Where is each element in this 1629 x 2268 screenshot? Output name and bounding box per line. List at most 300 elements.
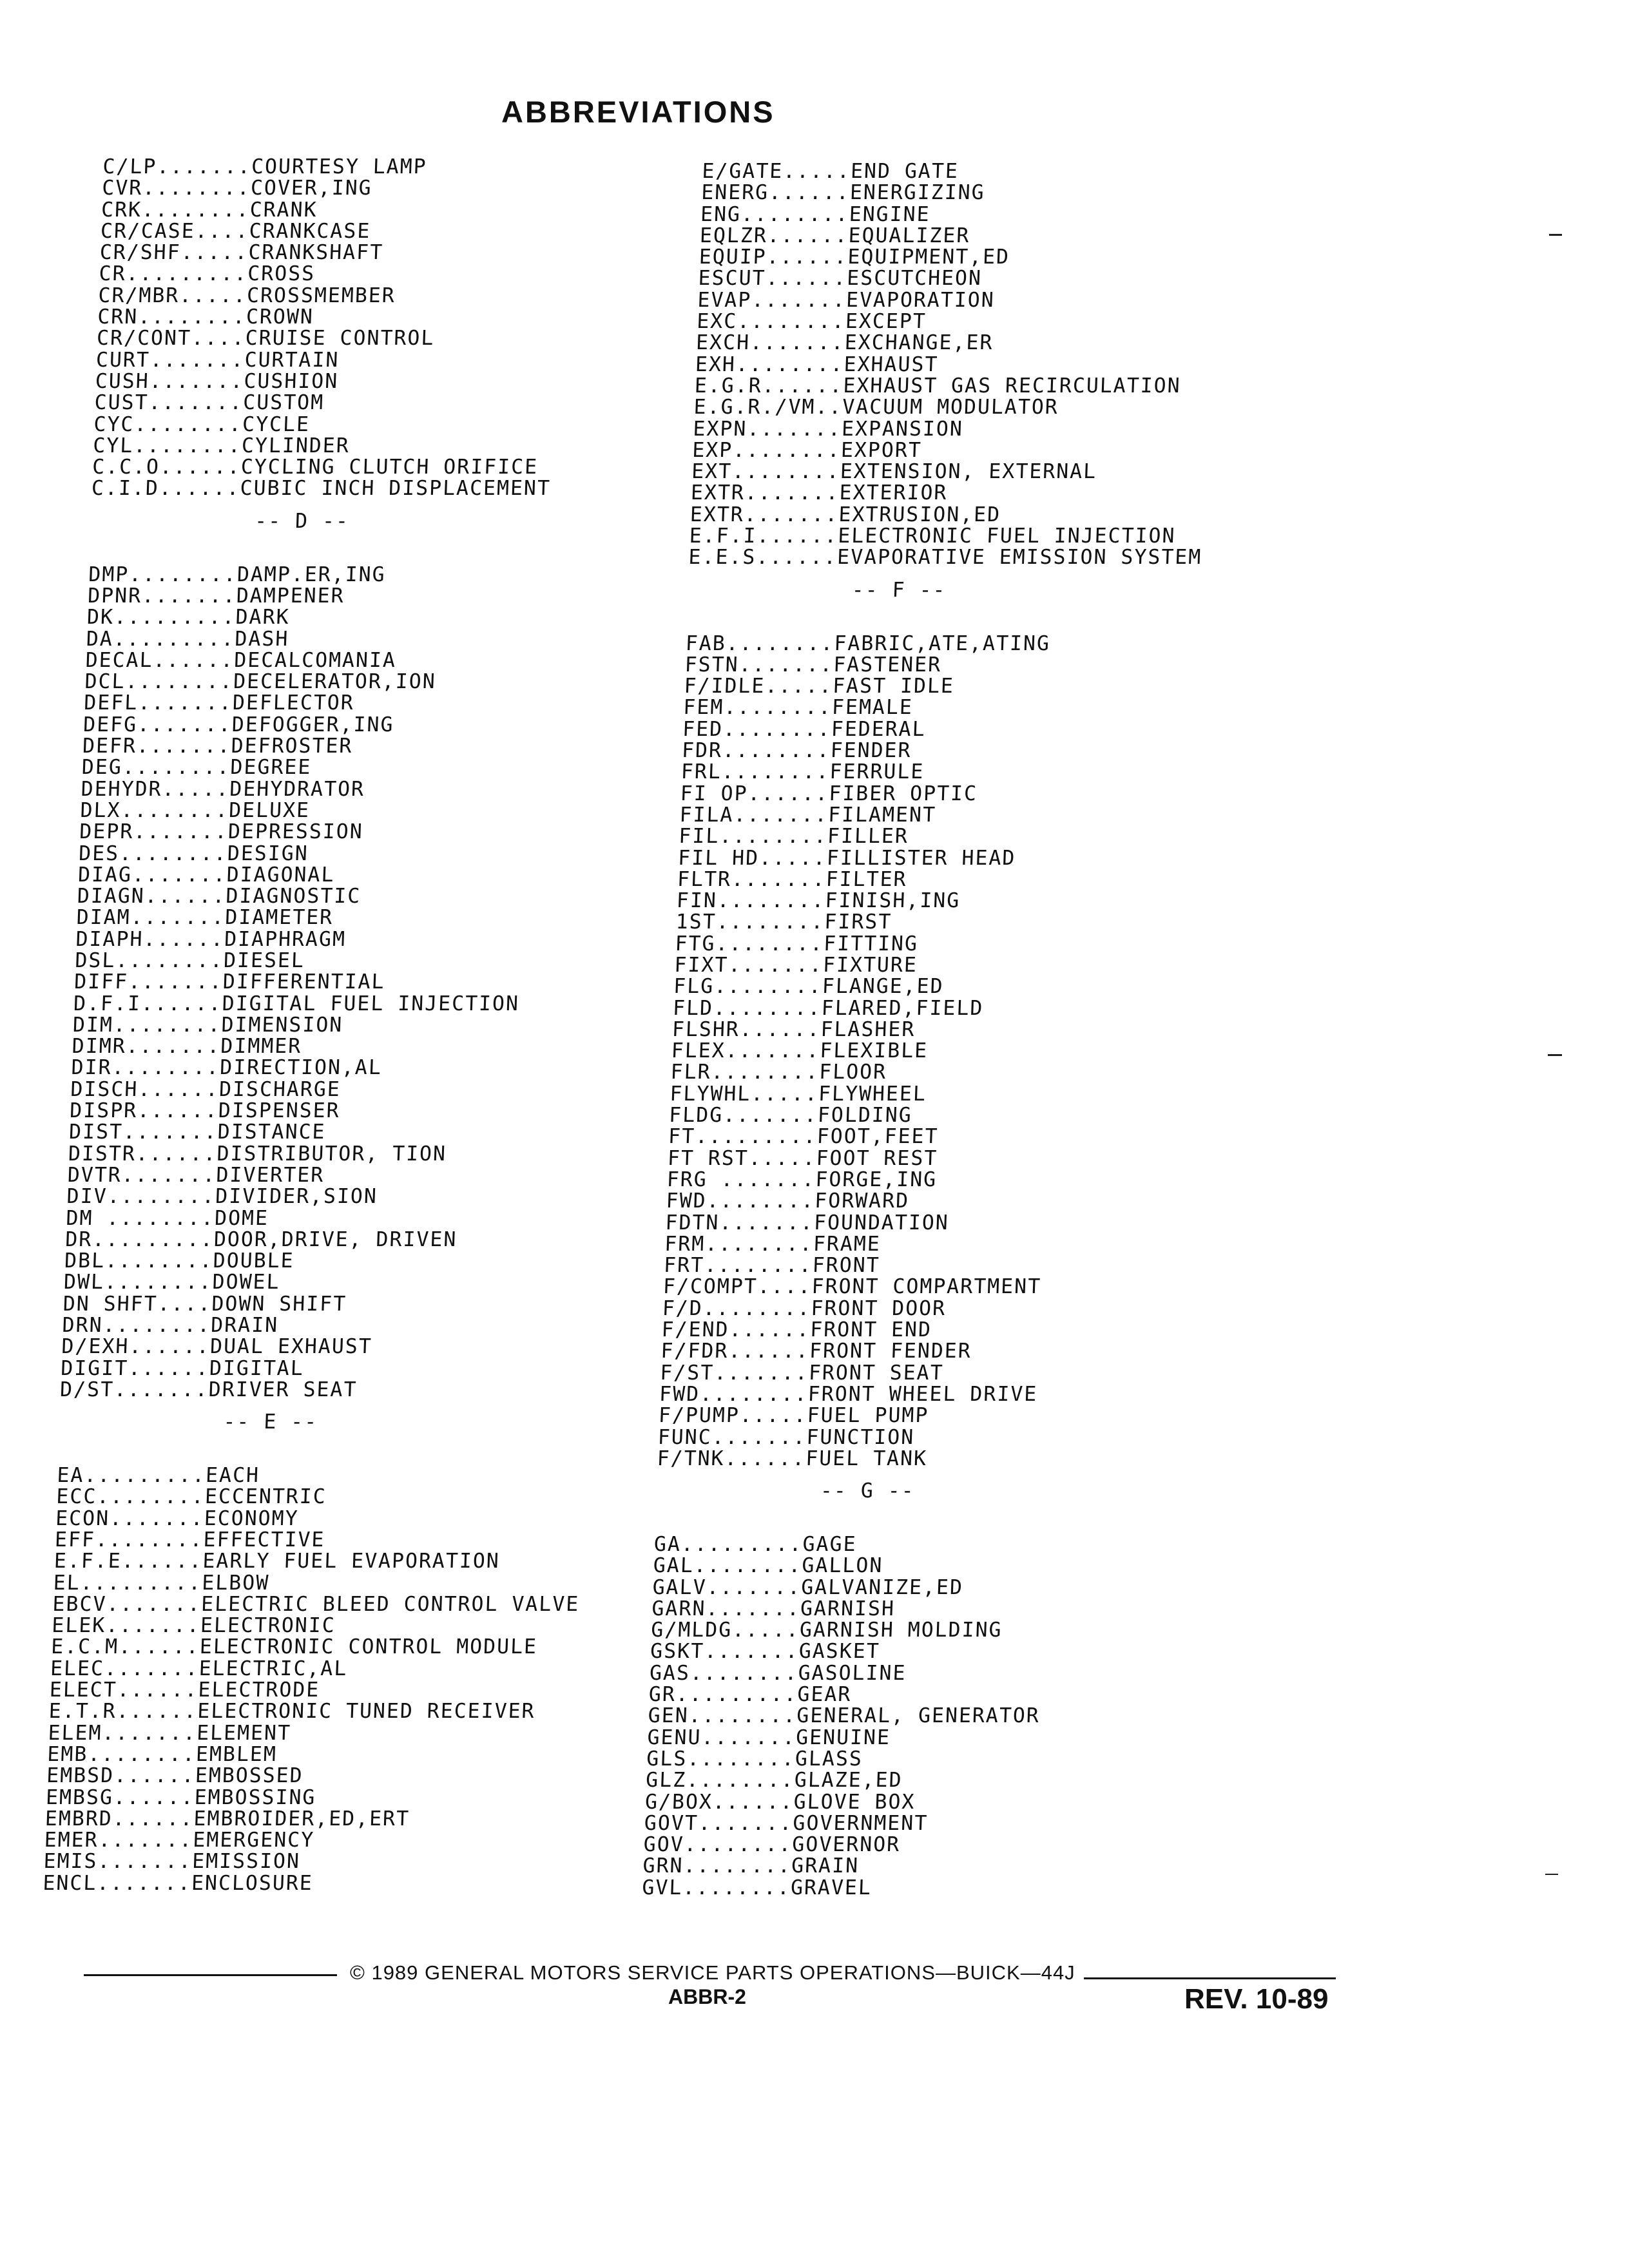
abbreviation-entry: [696, 332, 1210, 354]
abbreviation-meaning: FEDERAL: [831, 717, 927, 741]
abbreviation-entry: [672, 998, 1186, 1019]
abbreviation-entry: [76, 907, 604, 928]
leader-dots: ........: [682, 1854, 792, 1878]
abbreviation-entry: [43, 1873, 570, 1894]
abbreviation-entry: [702, 161, 1216, 182]
abbreviation-code: DIAPH: [75, 927, 144, 951]
abbreviation-entry: [52, 1615, 579, 1637]
abbreviation-meaning: DEFOGGER,ING: [231, 713, 395, 736]
leader-dots: .......: [122, 1120, 218, 1144]
abbreviation-code: FIXT: [673, 953, 729, 977]
abbreviation-code: FWD: [666, 1189, 708, 1213]
abbreviation-entry: [661, 1320, 1175, 1341]
leader-dots: ......: [128, 1335, 211, 1359]
leader-dots: .........: [675, 1683, 798, 1707]
abbreviation-entry: [693, 397, 1208, 418]
leader-dots: .......: [722, 1104, 818, 1128]
abbreviation-code: FIN: [676, 889, 718, 913]
abbreviation-entry: [72, 1015, 600, 1036]
abbreviation-code: DIAM: [76, 906, 131, 930]
abbreviation-entry: [642, 1856, 1157, 1877]
leader-dots: ......: [159, 477, 241, 501]
abbreviation-entry: [81, 779, 608, 800]
abbreviation-code: GA: [653, 1533, 682, 1556]
abbreviation-entry: [84, 693, 612, 714]
leader-dots: ......: [768, 181, 851, 205]
leader-dots: .......: [141, 584, 237, 608]
leader-dots: ......: [137, 1099, 219, 1123]
abbreviation-meaning: ELECTRODE: [197, 1678, 320, 1702]
abbreviation-entry: [50, 1658, 577, 1680]
abbreviation-code: CRN: [97, 305, 139, 329]
leader-dots: ........: [142, 177, 251, 200]
leader-dots: .......: [749, 331, 845, 355]
abbreviation-entry: [642, 1878, 1156, 1899]
section-heading: -- G --: [820, 1479, 916, 1503]
abbreviation-code: F/IDLE: [683, 675, 766, 698]
abbreviation-meaning: FRONT FENDER: [809, 1340, 972, 1363]
abbreviation-code: DIAG: [77, 863, 133, 887]
abbreviation-entry: [56, 1486, 584, 1508]
abbreviation-entry: [651, 1599, 1166, 1620]
leader-dots: ......: [113, 1785, 195, 1809]
abbreviation-code: ESCUT: [697, 267, 767, 291]
abbreviation-code: FLD: [672, 996, 714, 1020]
section-heading: -- F --: [851, 578, 947, 602]
leader-dots: ......: [152, 648, 235, 672]
abbreviation-code: DA: [86, 627, 114, 651]
abbreviation-meaning: ELBOW: [201, 1571, 270, 1595]
abbreviation-code: CYL: [92, 434, 134, 457]
abbreviation-meaning: EMBROIDER,ED,ERT: [193, 1807, 410, 1831]
leader-dots: ........: [106, 1185, 216, 1209]
abbreviation-entry: [646, 1749, 1161, 1770]
leader-dots: ........: [87, 1742, 197, 1766]
leader-dots: ........: [688, 1704, 797, 1728]
leader-dots: .....: [178, 284, 247, 307]
leader-dots: ....: [757, 1275, 813, 1299]
leader-dots: ..: [815, 396, 843, 419]
abbreviation-entry: [644, 1813, 1158, 1834]
leader-dots: .......: [156, 155, 252, 178]
leader-dots: ........: [96, 1485, 206, 1509]
abbreviation-code: DEG: [81, 756, 123, 780]
abbreviation-code: EXP: [691, 438, 733, 462]
leader-dots: .......: [113, 1378, 209, 1401]
abbreviation-entry: [70, 1079, 598, 1100]
abbreviation-entry: [699, 247, 1213, 268]
abbreviation-entry: [79, 822, 607, 843]
abbreviation-meaning: EXHAUST: [843, 352, 939, 376]
abbreviation-code: E.F.E: [53, 1550, 122, 1573]
leader-dots: .....: [161, 777, 230, 801]
abbreviation-code: E.C.M: [50, 1635, 119, 1659]
abbreviation-entry: [65, 1229, 593, 1251]
footer-rule-right: [1084, 1977, 1336, 1979]
abbreviation-code: FRL: [680, 760, 722, 784]
abbreviation-entry: [669, 1105, 1183, 1126]
leader-dots: ......: [747, 782, 829, 805]
abbreviation-code: DIM: [72, 1013, 114, 1037]
leader-dots: ......: [765, 267, 847, 291]
leader-dots: .....: [782, 160, 851, 183]
abbreviation-meaning: FLEXIBLE: [819, 1039, 929, 1063]
abbreviation-code: GEN: [648, 1704, 689, 1728]
abbreviation-code: ELEC: [50, 1657, 105, 1680]
abbreviation-entry: [101, 200, 629, 221]
abbreviation-entry: [46, 1765, 574, 1787]
abbreviation-code: DIR: [70, 1056, 113, 1080]
abbreviation-meaning: FRONT SEAT: [808, 1361, 945, 1385]
abbreviation-list-right: [642, 161, 1216, 1899]
abbreviation-code: GAL: [653, 1554, 695, 1578]
abbreviation-entry: [668, 1126, 1182, 1148]
abbreviation-meaning: DASH: [234, 627, 289, 651]
abbreviation-entry: [701, 182, 1215, 204]
abbreviation-meaning: DISPENSER: [218, 1099, 341, 1123]
abbreviation-meaning: CUSHION: [243, 369, 339, 393]
abbreviation-meaning: DIGITAL: [209, 1356, 305, 1380]
leader-dots: ........: [95, 1528, 204, 1552]
abbreviation-entry: [659, 1384, 1173, 1405]
abbreviation-entry: [673, 976, 1188, 997]
abbreviation-code: EXH: [695, 352, 737, 376]
abbreviation-entry: [644, 1792, 1159, 1813]
abbreviation-meaning: ESCUTCHEON: [846, 267, 983, 291]
abbreviation-code: CRK: [101, 198, 142, 222]
abbreviation-code: E.E.S: [688, 546, 757, 570]
abbreviation-code: FUNC: [657, 1425, 713, 1449]
leader-dots: ......: [112, 1807, 195, 1831]
abbreviation-meaning: FINISH,ING: [824, 889, 961, 913]
leader-dots: ....: [195, 219, 250, 243]
abbreviation-code: FLR: [670, 1061, 712, 1084]
abbreviation-meaning: GARNISH: [800, 1597, 896, 1620]
abbreviation-code: EXTR: [689, 503, 745, 526]
abbreviation-code: EMB: [46, 1742, 88, 1766]
abbreviation-entry: [646, 1770, 1160, 1791]
leader-dots: .......: [707, 1168, 816, 1191]
leader-dots: ......: [135, 1142, 218, 1166]
leader-dots: .......: [149, 348, 246, 372]
abbreviation-meaning: DOME: [214, 1206, 269, 1230]
abbreviation-meaning: EQUALIZER: [847, 224, 970, 247]
abbreviation-meaning: DEFLECTOR: [232, 691, 355, 715]
abbreviation-meaning: CRANK: [249, 198, 318, 222]
abbreviation-code: GLZ: [645, 1769, 687, 1792]
abbreviation-code: EL: [53, 1571, 81, 1595]
abbreviation-entry: [98, 285, 626, 307]
abbreviation-entry: [82, 736, 610, 757]
abbreviation-entry: [665, 1213, 1179, 1234]
leader-dots: .....: [764, 675, 833, 698]
abbreviation-entry: [67, 1165, 595, 1186]
leader-dots: .......: [133, 820, 229, 844]
abbreviation-code: DES: [78, 841, 120, 865]
leader-dots: .......: [101, 1721, 197, 1745]
abbreviation-code: GALV: [652, 1575, 708, 1599]
page-title: ABBREVIATIONS: [501, 95, 775, 129]
abbreviation-meaning: DIAPHRAGM: [224, 927, 347, 951]
abbreviation-meaning: GASKET: [798, 1640, 881, 1664]
abbreviation-meaning: FRONT COMPARTMENT: [811, 1275, 1042, 1299]
leader-dots: ......: [767, 224, 849, 247]
abbreviation-entry: [44, 1830, 572, 1851]
leader-dots: .......: [718, 1211, 815, 1235]
abbreviation-meaning: EXPANSION: [841, 417, 964, 441]
leader-dots: ........: [137, 305, 247, 329]
abbreviation-meaning: FASTENER: [833, 653, 942, 677]
abbreviation-entry: [86, 607, 614, 628]
abbreviation-meaning: GASOLINE: [798, 1661, 907, 1685]
leader-dots: .......: [96, 1871, 192, 1895]
abbreviation-entry: [657, 1448, 1171, 1470]
abbreviation-meaning: ELEMENT: [196, 1721, 292, 1745]
abbreviation-code: DEHYDR: [81, 777, 163, 801]
abbreviation-meaning: DOWN SHIFT: [211, 1292, 347, 1316]
abbreviation-meaning: FILAMENT: [827, 803, 937, 827]
abbreviation-code: F/D: [662, 1296, 704, 1320]
leader-dots: ........: [713, 975, 823, 999]
abbreviation-meaning: DARK: [235, 606, 291, 629]
abbreviation-code: EXT: [691, 460, 733, 484]
abbreviation-meaning: EACH: [205, 1464, 260, 1488]
leader-dots: ........: [721, 760, 831, 784]
abbreviation-code: 1ST: [675, 910, 717, 934]
abbreviation-meaning: DIESEL: [223, 948, 305, 972]
abbreviation-meaning: EXHAUST GAS RECIRCULATION: [842, 374, 1182, 398]
abbreviation-entry: [651, 1620, 1165, 1641]
leader-dots: ........: [682, 1876, 791, 1899]
abbreviation-code: DIMR: [72, 1035, 127, 1059]
abbreviation-entry: [48, 1701, 576, 1722]
abbreviation-code: ELEK: [51, 1614, 106, 1638]
page-code: ABBR-2: [668, 1985, 746, 2008]
leader-dots: ......: [117, 1678, 199, 1702]
leader-dots: ........: [722, 717, 832, 741]
abbreviation-meaning: FLYWHEEL: [818, 1082, 927, 1106]
abbreviation-entry: [682, 719, 1197, 740]
abbreviation-meaning: ENCLOSURE: [191, 1871, 314, 1895]
abbreviation-code: DIGIT: [60, 1356, 129, 1380]
leader-dots: ......: [118, 1635, 200, 1659]
leader-dots: .......: [121, 1163, 217, 1187]
leader-dots: .....: [750, 1082, 819, 1106]
abbreviation-meaning: DECALCOMANIA: [233, 648, 397, 672]
abbreviation-entry: [692, 440, 1206, 461]
abbreviation-code: EXC: [696, 310, 738, 334]
abbreviation-meaning: VACUUM MODULATOR: [842, 396, 1059, 419]
leader-dots: .......: [105, 1614, 201, 1638]
abbreviation-entry: [697, 311, 1211, 332]
abbreviation-code: EFF: [54, 1528, 96, 1552]
abbreviation-meaning: CURTAIN: [244, 348, 340, 372]
footer-copyright: © 1989 GENERAL MOTORS SERVICE PARTS OPERATIONS—BUICK—44J: [350, 1961, 1075, 1984]
abbreviation-entry: [79, 843, 606, 865]
abbreviation-code: EXCH: [695, 331, 751, 355]
abbreviation-code: FIL: [678, 825, 720, 849]
abbreviation-meaning: DEFROSTER: [231, 735, 353, 758]
leader-dots: ........: [141, 198, 251, 222]
leader-dots: .......: [711, 1425, 807, 1449]
leader-dots: ......: [739, 1017, 822, 1041]
abbreviation-code: DCL: [84, 670, 126, 694]
abbreviation-entry: [47, 1744, 575, 1765]
abbreviation-entry: [671, 1019, 1186, 1041]
abbreviation-entry: [657, 1427, 1171, 1448]
abbreviation-code: FLG: [673, 975, 715, 999]
abbreviation-meaning: DRIVER SEAT: [208, 1378, 358, 1401]
leader-dots: .......: [104, 1657, 200, 1680]
abbreviation-meaning: CYCLING CLUTCH ORIFICE: [240, 456, 539, 479]
leader-dots: .......: [700, 1725, 796, 1749]
abbreviation-entry: [684, 655, 1199, 676]
leader-dots: .......: [713, 1361, 809, 1385]
abbreviation-meaning: EVAPORATION: [845, 288, 996, 312]
abbreviation-meaning: FIRST: [824, 910, 892, 934]
abbreviation-meaning: FOLDING: [817, 1104, 913, 1128]
abbreviation-meaning: GLOVE BOX: [793, 1790, 916, 1814]
abbreviation-code: F/END: [661, 1318, 730, 1342]
leader-dots: ........: [702, 1296, 812, 1320]
abbreviation-entry: [85, 650, 613, 671]
abbreviation-code: DISTR: [68, 1142, 137, 1166]
abbreviation-entry: [64, 1251, 592, 1272]
leader-dots: ........: [92, 1206, 215, 1230]
abbreviation-code: D/ST: [59, 1378, 115, 1401]
abbreviation-meaning: DEPRESSION: [227, 820, 364, 844]
abbreviation-meaning: FRONT END: [809, 1318, 932, 1342]
leader-dots: ........: [726, 631, 835, 655]
leader-dots: .......: [149, 369, 245, 393]
leader-dots: .......: [746, 417, 842, 441]
abbreviation-meaning: GOVERNOR: [791, 1833, 901, 1857]
abbreviation-code: C.I.D: [91, 477, 160, 501]
abbreviation-code: E.T.R: [48, 1700, 117, 1724]
abbreviation-entry: [666, 1169, 1181, 1191]
abbreviation-meaning: DIAGNOSTIC: [225, 885, 361, 908]
abbreviation-meaning: ELECTRIC BLEED CONTROL VALVE: [200, 1592, 580, 1616]
leader-dots: ........: [693, 1554, 803, 1578]
abbreviation-code: DWL: [63, 1271, 105, 1294]
abbreviation-code: EXPN: [692, 417, 747, 441]
abbreviation-code: F/COMPT: [662, 1275, 758, 1299]
abbreviation-meaning: ELECTRONIC TUNED RECEIVER: [197, 1700, 536, 1724]
abbreviation-entry: [97, 328, 624, 349]
abbreviation-entry: [699, 226, 1213, 247]
abbreviation-code: DRN: [62, 1314, 104, 1338]
abbreviation-entry: [88, 564, 616, 586]
abbreviation-code: GENU: [646, 1725, 702, 1749]
abbreviation-code: F/ST: [659, 1361, 715, 1385]
abbreviation-entry: [61, 1336, 589, 1358]
footer-rule-left: [84, 1974, 337, 1976]
leader-dots: ........: [686, 1769, 795, 1792]
leader-dots: ........: [689, 1661, 799, 1685]
abbreviation-entry: [689, 505, 1204, 526]
leader-dots: ......: [113, 1764, 196, 1788]
leader-dots: ......: [137, 1077, 220, 1101]
leader-dots: .....: [731, 1619, 800, 1642]
abbreviation-meaning: CRANKCASE: [248, 219, 371, 243]
abbreviation-code: GAS: [649, 1661, 691, 1685]
leader-dots: ......: [766, 245, 849, 269]
leader-dots: ......: [159, 456, 242, 479]
abbreviation-meaning: EXTERIOR: [838, 481, 948, 505]
leader-dots: .....: [758, 846, 827, 870]
abbreviation-meaning: GRAVEL: [790, 1876, 872, 1899]
abbreviation-meaning: FOOT REST: [815, 1146, 938, 1170]
leader-dots: .........: [113, 606, 236, 629]
leader-dots: .......: [705, 1597, 801, 1620]
leader-dots: ........: [684, 1833, 793, 1857]
abbreviation-entry: [62, 1315, 590, 1336]
abbreviation-entry: [48, 1723, 575, 1744]
abbreviation-meaning: CYLINDER: [241, 434, 351, 457]
abbreviation-code: FLSHR: [671, 1017, 740, 1041]
abbreviation-code: DIAGN: [77, 885, 146, 908]
abbreviation-meaning: CRANKSHAFT: [247, 241, 384, 265]
abbreviation-code: DISCH: [70, 1077, 139, 1101]
revision-label: REV. 10-89: [1184, 1983, 1329, 2015]
abbreviation-entry: [670, 1084, 1184, 1105]
abbreviation-entry: [74, 972, 602, 993]
abbreviation-code: DR: [64, 1227, 93, 1251]
abbreviation-code: DMP: [88, 562, 130, 586]
abbreviation-meaning: FORGE,ING: [815, 1168, 938, 1191]
abbreviation-meaning: FRONT: [812, 1254, 881, 1278]
abbreviation-entry: [679, 805, 1193, 826]
leader-dots: .......: [706, 1575, 802, 1599]
abbreviation-code: FSTN: [684, 653, 740, 677]
abbreviation-meaning: FUEL TANK: [805, 1446, 928, 1470]
abbreviation-meaning: GALVANIZE,ED: [800, 1575, 964, 1599]
abbreviation-code: GOV: [643, 1833, 685, 1857]
abbreviation-entry: [670, 1062, 1184, 1083]
abbreviation-code: GRN: [642, 1854, 684, 1878]
leader-dots: ........: [717, 889, 826, 913]
abbreviation-entry: [99, 242, 627, 264]
abbreviation-entry: [83, 715, 611, 736]
abbreviation-meaning: ELECTRIC,AL: [198, 1657, 348, 1680]
abbreviation-meaning: FLOOR: [818, 1061, 887, 1084]
abbreviation-code: EQUIP: [699, 245, 767, 269]
abbreviation-entry: [44, 1809, 572, 1830]
leader-dots: .......: [136, 735, 232, 758]
abbreviation-entry: [97, 307, 625, 328]
leader-dots: .......: [131, 863, 227, 887]
abbreviation-code: EBCV: [52, 1592, 108, 1616]
abbreviation-code: FLDG: [668, 1104, 724, 1128]
abbreviation-meaning: EXTRUSION,ED: [838, 503, 1001, 526]
abbreviation-meaning: DRAIN: [210, 1314, 279, 1338]
leader-dots: .........: [695, 1125, 818, 1149]
abbreviation-code: DEFL: [83, 691, 139, 715]
abbreviation-entry: [99, 264, 626, 285]
section-heading: -- E --: [222, 1410, 318, 1434]
leader-dots: ......: [128, 1356, 210, 1380]
abbreviation-code: EMIS: [43, 1850, 99, 1874]
leader-dots: .......: [109, 1506, 205, 1530]
abbreviation-entry: [51, 1637, 579, 1658]
abbreviation-meaning: DIFFERENTIAL: [222, 970, 386, 994]
leader-dots: ......: [762, 374, 844, 398]
leader-dots: ......: [144, 885, 227, 908]
abbreviation-meaning: DISTRIBUTOR, TION: [216, 1142, 447, 1166]
leader-dots: ........: [104, 1249, 214, 1273]
leader-dots: ........: [723, 696, 833, 720]
leader-dots: ........: [722, 739, 831, 763]
